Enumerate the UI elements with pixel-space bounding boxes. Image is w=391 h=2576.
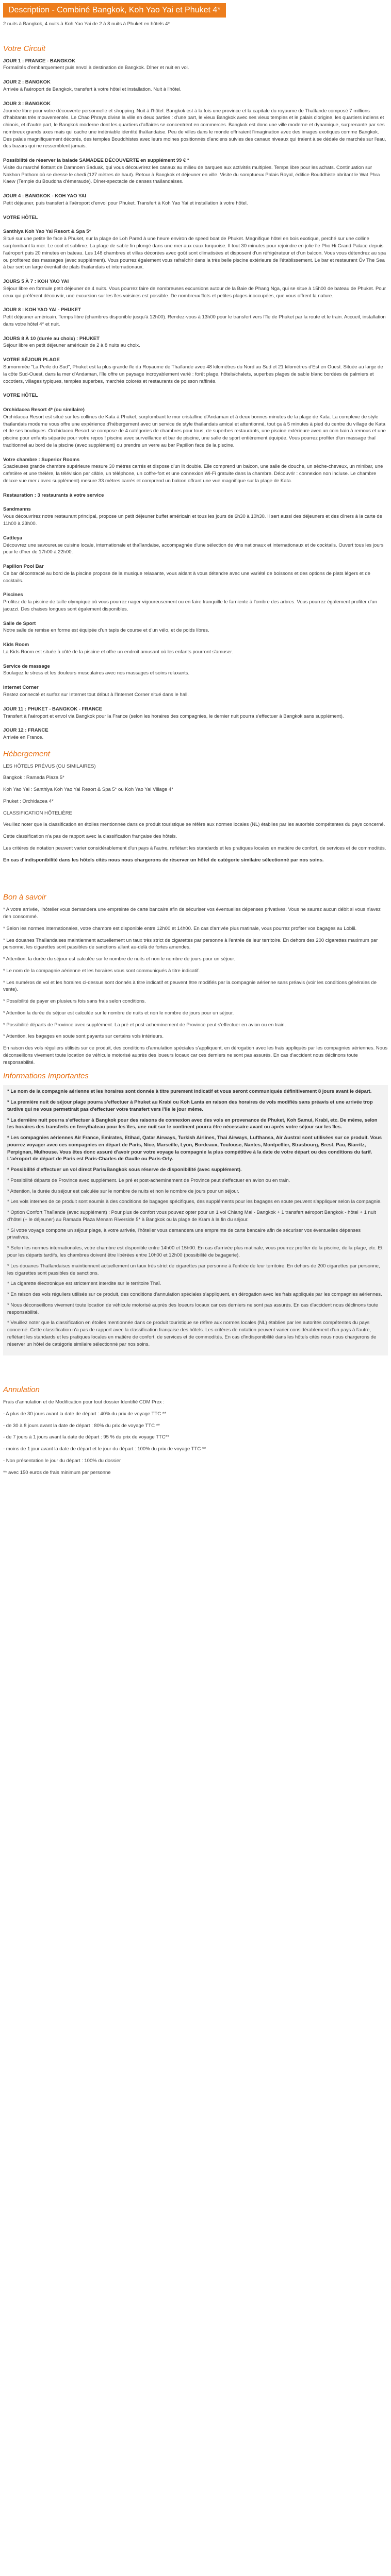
hebergement-block xyxy=(3,763,388,864)
info-item: * Option Confort Thaïlande (avec supplément) : Pour plus de confort vous pouvez opter pour un 1 vol Chiang Mai - Bangkok + 1 transfert aéroport Bangkok - hôtel + 1 nuit d'hôtel (+ le déjeuner) au Ramada Plaza Menam Riverside 5* à Bangkok ou la plage de Kram à la fin du séjour. xyxy=(7,1210,376,1223)
day-block xyxy=(3,406,388,449)
hebergement-heading: Hébergement xyxy=(3,749,50,758)
day-title: JOUR 4 : BANGKOK - KOH YAO YAI xyxy=(3,193,87,199)
day-title: Service de massage xyxy=(3,663,50,669)
info-item: * Nous déconseillons vivement toute location de véhicule motorisé auprès des loueurs locaux car ces derniers ne sont pas assurés. En cas d'accident nous déclinons toute responsabilité. xyxy=(7,1302,378,1315)
day-title: Papillon Pool Bar xyxy=(3,564,44,570)
day-text: Arrivée en France. xyxy=(3,735,44,741)
day-text: Petit déjeuner américain. Temps libre (chambres disponible jusqu'à 12h00). Rendez-vous à 13h00 pour le transfert vers l'île de Phuket par la route et le train. Accueil, installation dans votre hôtel 4* et nuit. xyxy=(3,314,386,327)
hebergement-line: Les critères de notation peuvent varier considérablement d'un pays à l'autre, reflétant les standards et les pratiques locales en matière de confort, de services et de commodités. xyxy=(3,845,386,851)
info-item: * La première nuit de séjour plage pourra s'effectuer à Phuket au Krabi ou Koh Lanta en raison des horaires de vols modifiés sans préavis et une arrivée trop tardive qui ne vous permettrait pas d'effectuer votre transfert vers l'île le jour même. xyxy=(7,1099,373,1112)
day-block xyxy=(3,706,388,720)
info-item: * Veuillez noter que la classification en étoiles mentionnée dans ce produit touristique se réfère aux normes locales (NL) établies par les autorités compétentes du pays concerné. Cette classification n'a pas de rapport avec la classification française des hôtels. Les critères de notation peuvent varier considérablement d'un pays à l'autre, reflétant les standards et les pratiques locales en matière de confort, de services et de commodités. En cas d'indisponibilité dans les hôtels cités nous nous chargerons de réserver un hôtel de catégorie similaire sélectionné par nos soins. xyxy=(7,1320,377,1347)
day-title: Possibilité de réserver la balade SAMADEE DÉCOUVERTE en supplément 99 € * xyxy=(3,158,189,164)
day-text: Séjour libre en formule petit déjeuner de 4 nuits. Vous pourrez faire de nombreuses excursions autour de la Baie de Phang Nga, qui se situe à 15h00 de bateau de Phuket. Pour ceux qui préfèrent découvrir, une excursion sur les îles voisines est possible. De nombreux îlots et petites plages inoccupées, que vous offrent la nature. xyxy=(3,285,386,299)
info-item: * Les douanes Thaïlandaises maintiennent actuellement un taux très strict de cigarettes par personne à l'entrée de leur territoire. En dehors de 200 cigarettes par personne, les cigarettes sont passibles de sanctions. xyxy=(7,1263,380,1276)
day-title: JOURS 8 À 10 (durée au choix) : PHUKET xyxy=(3,335,100,342)
day-block xyxy=(3,684,388,699)
info-item: * En raison des vols réguliers utilisés sur ce produit, des conditions d'annulation spéciales s'appliquent, en dérogation avec les frais appliqués par les compagnies aériennes. xyxy=(7,1292,382,1298)
day-block xyxy=(3,307,388,328)
day-title: JOUR 1 : FRANCE - BANGKOK xyxy=(3,58,75,64)
day-title: JOUR 8 : KOH YAO YAI - PHUKET xyxy=(3,307,81,313)
annulation-line: - Non présentation le jour du départ : 100% du dossier xyxy=(3,1458,121,1464)
infos-box xyxy=(3,1085,388,1355)
day-title: Kids Room xyxy=(3,642,29,648)
day-text: Spacieuses grande chambre supérieure mesure 30 mètres carrés et dispose d'un lit double. Elle comprend un balcon, une salle de douche, un sèche-cheveux, un minibar, une cafetière et une théière, la télévision par câble, un téléphone, un coffre-fort et une connexion Wi-Fi gratuite dans la chambre. Découvrir : connexion non incluse. Le chambre deluxe vue mer / avec supplément) mesure 33 mètres carrés et comprend un balcon offrant une vue magnifique sur la plage de Kata. xyxy=(3,464,383,484)
hebergement-line: CLASSIFICATION HÔTELIÈRE xyxy=(3,810,72,816)
bon-savoir-line: * Les douanes Thaïlandaises maintiennent actuellement un taux très strict de cigarettes par personne à l'entrée de leur territoire. En dehors des 200 cigarettes maximum par personne, les cigarettes sont passibles de sanctions allant au-delà de fortes amendes. xyxy=(3,937,378,951)
bon-savoir-line: * Possibilité départs de Province avec supplément. La pré et post-acheminement de Province peut s'effectuer en avion ou en train. xyxy=(3,1022,286,1028)
day-block xyxy=(3,456,388,485)
info-item: * Attention, la durée du séjour est calculée sur le nombre de nuits et non le nombre de jours pour un séjour. xyxy=(7,1188,239,1194)
circuit-days xyxy=(3,58,388,741)
day-text: Vous découvrirez notre restaurant principal, propose un petit déjeuner buffet américain et tous les jours de 6h30 à 10h30. Il sert aussi des déjeuners et des dîners à la carte de 11h00 à 23h00. xyxy=(3,514,382,527)
day-text: Journée libre pour votre découverte personnelle et shopping. Nuit à l'hôtel. Bangkok est à la fois une province et la capitale du royaume de Thaïlande composé 7 millions d'habitants très mouvementés. Le Chao Phraya divise la ville en deux parties : d'une part, le vieux Bangkok avec ses vieux temples et le palais d'origine, les quartiers indiens et chinois, et d'autre part, le Bangkok moderne dont les quartiers d'affaires se concentrent en commerces. Bangkok est donc une ville moderne et dynamique, surprenante par ses nombreux grands axes mais qui cache une indéniable identité thaïlandaise. Peu de villes dans le monde offriraient l'imagination avec des images exotiques comme Bangkok. Des palais magnifiquement décorés, des temples Bouddhistes avec leurs moines positionnés d'anciens suivies des canaux niveaux qui traient à se dédale de marchés sur l'eau, des bazars qui ne ressemblent jamais. xyxy=(3,108,386,149)
day-block xyxy=(3,492,388,499)
day-text: Formalités d'embarquement puis envol à destination de Bangkok. Dîner et nuit en vol. xyxy=(3,65,189,71)
annulation-line: - de 7 jours à 1 jours avant la date de départ : 95 % du prix de voyage TTC** xyxy=(3,1434,169,1440)
annulation-line: ** avec 150 euros de frais minimum par personne xyxy=(3,1469,111,1476)
hebergement-line: Cette classification n'a pas de rapport avec la classification française des hôtels. xyxy=(3,834,177,840)
day-text: Visite du marché flottant de Damnoen Saduak, qui vous découvrirez les canaux au milieu de barques aux activités multiples. Temps libre pour les achats. Continuation sur Nakhon Pathom où se dresse le chedi (127 mètres de haut). Retour à Bangkok et déjeuner en ville. Visite du somptueux Palais Royal, édifice Bouddhiste abritant le Wat Phra Kaew (Temple du Bouddha d'émeraude). Dîner-spectacle de danses thaïlandaises. xyxy=(3,164,380,185)
day-text: Soulagez le stress et les douleurs musculaires avec nos massages et soins relaxants. xyxy=(3,670,190,676)
day-block xyxy=(3,663,388,677)
intro-text: 2 nuits à Bangkok, 4 nuits à Koh Yao Yai de 2 à 8 nuits à Phuket en hôtels 4* xyxy=(3,21,170,27)
day-block xyxy=(3,214,388,222)
day-title: Sandmanns xyxy=(3,506,31,513)
day-text: Transfert à l'aéroport et envol via Bangkok pour la France (selon les horaires des compagnies, le dernier nuit pourra s'effectuer à Bangkok sans supplément). xyxy=(3,713,344,719)
day-text: Séjour libre en petit déjeuner américain de 2 à 8 nuits au choix. xyxy=(3,343,140,349)
day-block xyxy=(3,278,388,299)
info-item: * Si votre voyage comporte un séjour plage, à votre arrivée, l'hôtelier vous demandera une empreinte de carte bancaire afin de sécuriser vos éventuelles dépenses privatives. xyxy=(7,1227,361,1241)
day-title: VOTRE SÉJOUR PLAGE xyxy=(3,357,60,363)
day-title: Votre chambre : Superior Rooms xyxy=(3,456,80,463)
day-title: JOUR 2 : BANGKOK xyxy=(3,79,51,86)
day-text: Surnommée "La Perle du Sud", Phuket est la plus grande île du Royaume de Thaïlande avec 48 kilomètres du Nord au Sud et 21 kilomètres d'Est en Ouest. Située au large de la côte Sud-Ouest, dans la mer d'Andaman, l'île offre un paysage incroyablement varié : forêt plage, hôtels/chalets, superbes plages de sable blanc bordées de palmiers et cocotiers, villages typiques, temples superbes, marchés colorés et restaurants de poisson raffinés. xyxy=(3,364,383,384)
day-block xyxy=(3,335,388,350)
day-title: Cattleya xyxy=(3,535,22,541)
day-title: VOTRE HÔTEL xyxy=(3,393,38,399)
bon-savoir-line: * Possibilité de payer en plusieurs fois sans frais selon conditions. xyxy=(3,998,146,1005)
hebergement-line: En cas d'indisponibilité dans les hôtels cités nous nous chargerons de réserver un hôtel de catégorie similaire sélectionné par nos soins. xyxy=(3,857,324,863)
day-title: VOTRE HÔTEL xyxy=(3,214,38,221)
circuit-heading: Votre Circuit xyxy=(3,44,45,53)
hebergement-line: LES HÔTELS PRÉVUS (OU SIMILAIRES) xyxy=(3,763,96,769)
bon-savoir-line: * Le nom de la compagnie aérienne et les horaires vous sont communiqués à titre indicatif. xyxy=(3,968,200,974)
day-text: Profitez de la piscine de taille olympique où vous pourrez nager vigoureusement ou en faire tranquille le farniente à l'ombre des arbres. Vous pourrez également profiter d'un jacuzzi. Des chaises longues sont également disponibles. xyxy=(3,599,377,612)
day-title: Internet Corner xyxy=(3,685,39,691)
bon-savoir-line: * Selon les normes internationales, votre chambre est disponible entre 12h00 et 14h00. En cas d'arrivée plus matinale, vous pourrez profiter vos bagages au Loblii. xyxy=(3,925,357,931)
annulation-line: - de 30 à 8 jours avant la date de départ : 80% du prix de voyage TTC ** xyxy=(3,1422,160,1429)
bon-savoir-block xyxy=(3,906,388,1040)
annulation-line: - moins de 1 jour avant la date de départ et le jour du départ : 100% du prix de voyage TTC ** xyxy=(3,1446,206,1452)
day-title: Piscines xyxy=(3,592,23,598)
day-block xyxy=(3,58,388,72)
day-text: Arrivée à l'aéroport de Bangkok, transfert à votre hôtel et installation. Nuit à l'hôtel. xyxy=(3,87,182,92)
annulation-line: - A plus de 30 jours avant la date de départ : 40% du prix de voyage TTC ** xyxy=(3,1411,167,1417)
bon-savoir-line: * Attention la durée du séjour est calculée sur le nombre de nuits et non le nombre de jours pour un séjour. xyxy=(3,1010,234,1016)
day-text: Notre salle de remise en forme est équipée d'un tapis de course et d'un vélo, et de poids libres. xyxy=(3,628,209,634)
bon-savoir-line: * Attention, la durée du séjour est calculée sur le nombre de nuits et non le nombre de jours pour un séjour. xyxy=(3,956,235,962)
day-text: Ce bar décontracté au bord de la piscine propose de la musique relaxante, vous aidant à vous détendre avec une variété de boissons et des options de plats légers et de cocktails. xyxy=(3,570,370,584)
day-block xyxy=(3,100,388,150)
day-text: Découvrez une savoureuse cuisine locale, internationale et thaïlandaise, accompagnée d'une sélection de vins nationaux et internationaux et de cocktails. Ouvert tous les jours pour le dîner de 17h00 à 22h00. xyxy=(3,542,384,555)
bon-savoir-line: * A votre arrivée, l'hôtelier vous demandera une empreinte de carte bancaire afin de sécuriser vos éventuelles dépenses privatives. Vous ne saurez aucun débit si vous n'avez rien consommé. xyxy=(3,907,381,920)
day-block xyxy=(3,392,388,399)
info-item: * La cigarette électronique est strictement interdite sur le territoire Thaï. xyxy=(7,1281,161,1287)
day-title: Santhiya Koh Yao Yai Resort & Spa 5* xyxy=(3,229,91,235)
day-block xyxy=(3,157,388,185)
info-item: * Les vols internes de ce produit sont soumis à des conditions de bagages spécifiques, des suppléments pour les bagages en soute peuvent s'appliquer selon la compagnie. xyxy=(7,1199,382,1205)
day-title: Orchidacea Resort 4* (ou similaire) xyxy=(3,407,85,413)
day-block xyxy=(3,228,388,271)
day-block xyxy=(3,506,388,527)
info-item: * Possibilité d'effectuer un vol direct Paris/Bangkok sous réserve de disponibilité (avec supplément). xyxy=(7,1167,242,1173)
day-block xyxy=(3,641,388,656)
day-block xyxy=(3,193,388,207)
day-text: La Kids Room est située à côté de la piscine et offre un endroit amusant où les enfants pourront s'amuser. xyxy=(3,649,233,655)
infos-heading: Informations Importantes xyxy=(3,1072,89,1081)
day-title: JOUR 3 : BANGKOK xyxy=(3,100,51,107)
day-text: Orchidacea Resort est situé sur les collines de Kata à Phuket, surplombant le mur cristalline d'Andaman et à deux bonnes minutes de la plage de Kata. La complexe de style thaïlandais moderne vous offre une expérience d'hébergement avec un service de style thaïlandais amical et attentionné, tout ça à 5 minutes à pied du centre du village de Kata et de ses boutiques. Orchidacea Resort se compose de 4 catégories de chambres pour tous, de superbes restaurants, une piscine extérieure avec un coin bain à remous et une piscine pour enfants séparée pour votre repos ! piscine avec surveillance et bar de piscine, une salle de sport entièrement équipée. Vous pourrez profiter d'un massage thaï traditionnel au bord de la piscine (avec supplément) ou prendre un verre au bar Papillon face de la piscine. xyxy=(3,414,386,448)
annulation-heading: Annulation xyxy=(3,1385,40,1395)
bon-savoir-note: En raison des vols réguliers utilisés sur ce produit, des conditions d'annulation spéciales s'appliquent, en dérogation avec les frais appliqués par les compagnies aériennes. Nous déconseillons vivement toute location de véhicule motorisé auprès des loueurs locaux car ces derniers ne sont pas assurés. En cas d'accident nous déclinons toute responsabilité. xyxy=(3,1045,388,1065)
bon-savoir-heading: Bon à savoir xyxy=(3,893,46,902)
bon-savoir-line: * Attention, les bagages en soute sont payants sur certains vols intérieurs. xyxy=(3,1033,164,1040)
page-title: Description - Combiné Bangkok, Koh Yao Yai et Phuket 4* xyxy=(3,3,226,18)
day-block xyxy=(3,79,388,93)
hebergement-line: Koh Yao Yai : Santhiya Koh Yao Yai Resort & Spa 5* ou Koh Yao Yai Village 4* xyxy=(3,787,173,793)
day-block xyxy=(3,535,388,556)
day-title: Restauration : 3 restaurants à votre service xyxy=(3,492,104,498)
day-block xyxy=(3,357,388,385)
info-item: * Selon les normes internationales, votre chambre est disponible entre 14h00 et 15h00. En cas d'arrivée plus matinale, vous pourrez profiter de la piscine, de la plage, etc. Et pour les départs tardifs, les chambres doivent être libérées entre 10h00 et 12h00 (possibilité de bagagerie). xyxy=(7,1245,383,1258)
info-item: * Les compagnies aériennes Air France, Emirates, Etihad, Qatar Airways, Turkish Airlines, Thai Airways, Lufthansa, Air Austral sont utilisées sur ce produit. Vous pourrez voyager avec ces compagnies en départ de Paris, Nice, Marseille, Lyon, Bordeaux, Toulouse, Nantes, Montpellier, Strasbourg, Brest, Pau, Biarritz, Perpignan, Mulhouse. Vous êtes donc assuré d'avoir pour votre voyage la compagnie la plus compétitive à la date de votre départ ou des conditions du tarif. L'aéroport de départ de Paris est Paris-Charles de Gaulle ou Paris-Orly. xyxy=(7,1135,382,1162)
day-text: Petit déjeuner, puis transfert à l'aéroport d'envol pour Phuket. Transfert à Koh Yao Yai et installation à votre hôtel. xyxy=(3,200,248,206)
annulation-line: Frais d'annulation et de Modification pour tout dossier Identifié CDM Prex : xyxy=(3,1399,165,1405)
day-block xyxy=(3,591,388,613)
day-block xyxy=(3,620,388,635)
day-title: JOURS 5 À 7 : KOH YAO YAI xyxy=(3,279,69,285)
day-title: JOUR 12 : FRANCE xyxy=(3,727,48,734)
hebergement-line: Phuket : Orchidacea 4* xyxy=(3,798,54,804)
annulation-block xyxy=(3,1399,388,1476)
info-item: * Le nom de la compagnie aérienne et les horaires sont donnés à titre purement indicatif et vous seront communiqués définitivement 8 jours avant le départ. xyxy=(7,1089,372,1095)
day-block xyxy=(3,727,388,741)
hebergement-line: Bangkok : Ramada Plaza 5* xyxy=(3,775,64,781)
day-title: JOUR 11 : PHUKET - BANGKOK - FRANCE xyxy=(3,706,103,712)
day-text: Restez connecté et surfez sur Internet tout début à l'Internet Corner situé dans le hall. xyxy=(3,692,189,698)
info-item: * Possibilité départs de Province avec supplément. Le pré et post-acheminement de Province peut s'effectuer en avion ou en train. xyxy=(7,1177,290,1183)
day-text: Situé sur une petite île face à Phuket, sur la plage de Loh Pared à une heure environ de speed boat de Phuket. Magnifique hôtel en bois exotique, perché sur une colline surplombant la mer. Le cool et sublime. La plage de sable fin plongé dans une mer aux eaux turquoise. Il tout 30 minutes pour rejoindre en jolie île Pho Hi Grand Palace depuis l'aéroport puis 20 minutes en bateau. Les 148 chambres et villas décorées avec goût sont climatisées et disposent d'un réfrigérateur et d'un balcon. Vous vous détendrez au spa ou profiterez des massages (avec supplément). Vous pourrez également vous rafraîchir dans la très belle piscine extérieure de l'établissement. Le bar et restaurant Öv The Sea à bar sert un large éventail de plats thaïlandais et internationaux. xyxy=(3,236,386,270)
day-title: Salle de Sport xyxy=(3,620,36,626)
info-item: * La dernière nuit pourra s'effectuer à Bangkok pour des raisons de connexion avec des vols en provenance de Phuket, Koh Samui, Krabi, etc. De même, selon les horaires des transferts en ferry/bateau pour les îles, une nuit sur le continent pourra être nécessaire avant ou après votre séjour sur les îles. xyxy=(7,1117,378,1130)
hebergement-line: Veuillez noter que la classification en étoiles mentionnée dans ce produit touristique se réfère aux normes locales (NL) établies par les autorités compétentes du pays concerné. xyxy=(3,822,385,828)
day-block xyxy=(3,563,388,584)
bon-savoir-line: * Les numéros de vol et les horaires ci-dessus sont donnés à titre indicatif et peuvent être modifiés par la compagnie aérienne sans préavis (voir les conditions générales de vente). xyxy=(3,979,377,993)
